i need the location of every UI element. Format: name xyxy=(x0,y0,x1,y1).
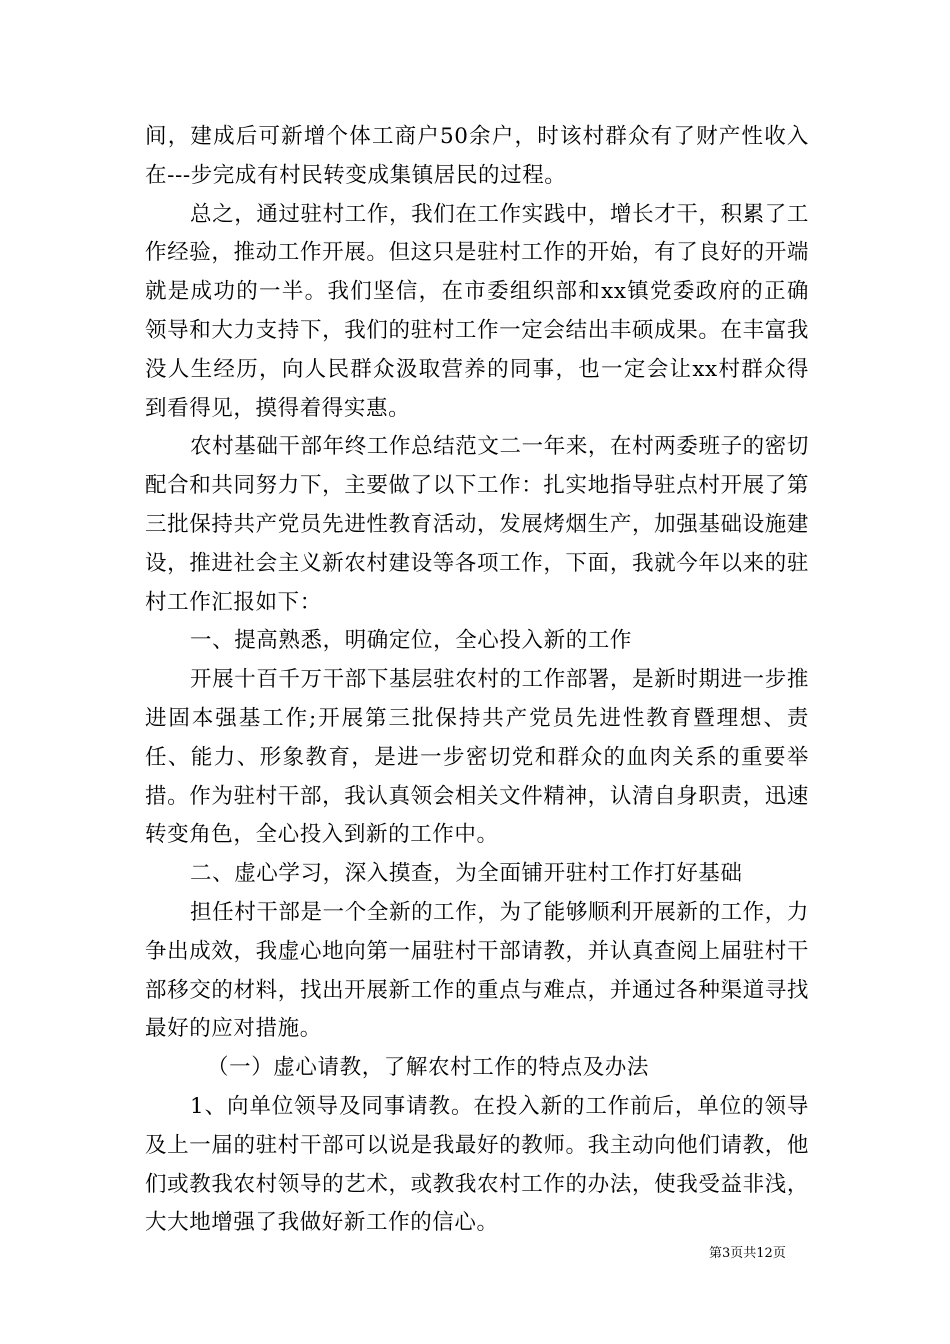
section-heading-two: 二、虚心学习，深入摸查，为全面铺开驻村工作打好基础 xyxy=(190,861,743,887)
page-number-footer: 第3页共12页 xyxy=(709,1246,786,1261)
paragraph-intro-second-article: 农村基础干部年终工作总结范文二一年来，在村两委班子的密切配合和共同努力下，主要做了以下工作：扎实地指导驻点村开展了第三批保持共产党员先进性教育活动，发展烤烟生产，加强基础设施建设，推进社会主义新农村建设等各项工作，下面，我就今年以来的驻村工作汇报如下： xyxy=(145,434,809,615)
paragraph-summary: 总之，通过驻村工作，我们在工作实践中，增长才干，积累了工作经验，推动工作开展。但这只是驻村工作的开始，有了良好的开端就是成功的一半。我们坚信，在市委组织部和xx镇党委政府的正确领导和大力支持下，我们的驻村工作一定会结出丰硕成果。在丰富我没人生经历，向人民群众汲取营养的同事，也一定会让xx村群众得到看得见，摸得着得实惠。 xyxy=(145,201,809,421)
paragraph-item-one: 1、向单位领导及同事请教。在投入新的工作前后，单位的领导及上一届的驻村干部可以说是我最好的教师。我主动向他们请教，他们或教我农村领导的艺术，或教我农村工作的办法，使我受益非浅，大大地增强了我做好新工作的信心。 xyxy=(145,1093,809,1236)
section-heading-one: 一、提高熟悉，明确定位，全心投入新的工作 xyxy=(190,628,633,654)
paragraph-continuation: 间，建成后可新增个体工商户50余户，时该村群众有了财产性收入在---步完成有村民转变成集镇居民的过程。 xyxy=(145,124,809,188)
document-body xyxy=(145,118,809,1243)
paragraph-section-two: 担任村干部是一个全新的工作，为了能够顺利开展新的工作，力争出成效，我虚心地向第一届驻村干部请教，并认真查阅上届驻村干部移交的材料，找出开展新工作的重点与难点，并通过各种渠道寻找最好的应对措施。 xyxy=(145,899,809,1042)
paragraph-section-one: 开展十百千万干部下基层驻农村的工作部署，是新时期进一步推进固本强基工作;开展第三批保持共产党员先进性教育暨理想、责任、能力、形象教育，是进一步密切党和群众的血肉关系的重要举措。作为驻村干部，我认真领会相关文件精神，认清自身职责，迅速转变角色，全心投入到新的工作中。 xyxy=(145,667,809,848)
subsection-heading-one: （一）虚心请教，了解农村工作的特点及办法 xyxy=(207,1055,650,1081)
